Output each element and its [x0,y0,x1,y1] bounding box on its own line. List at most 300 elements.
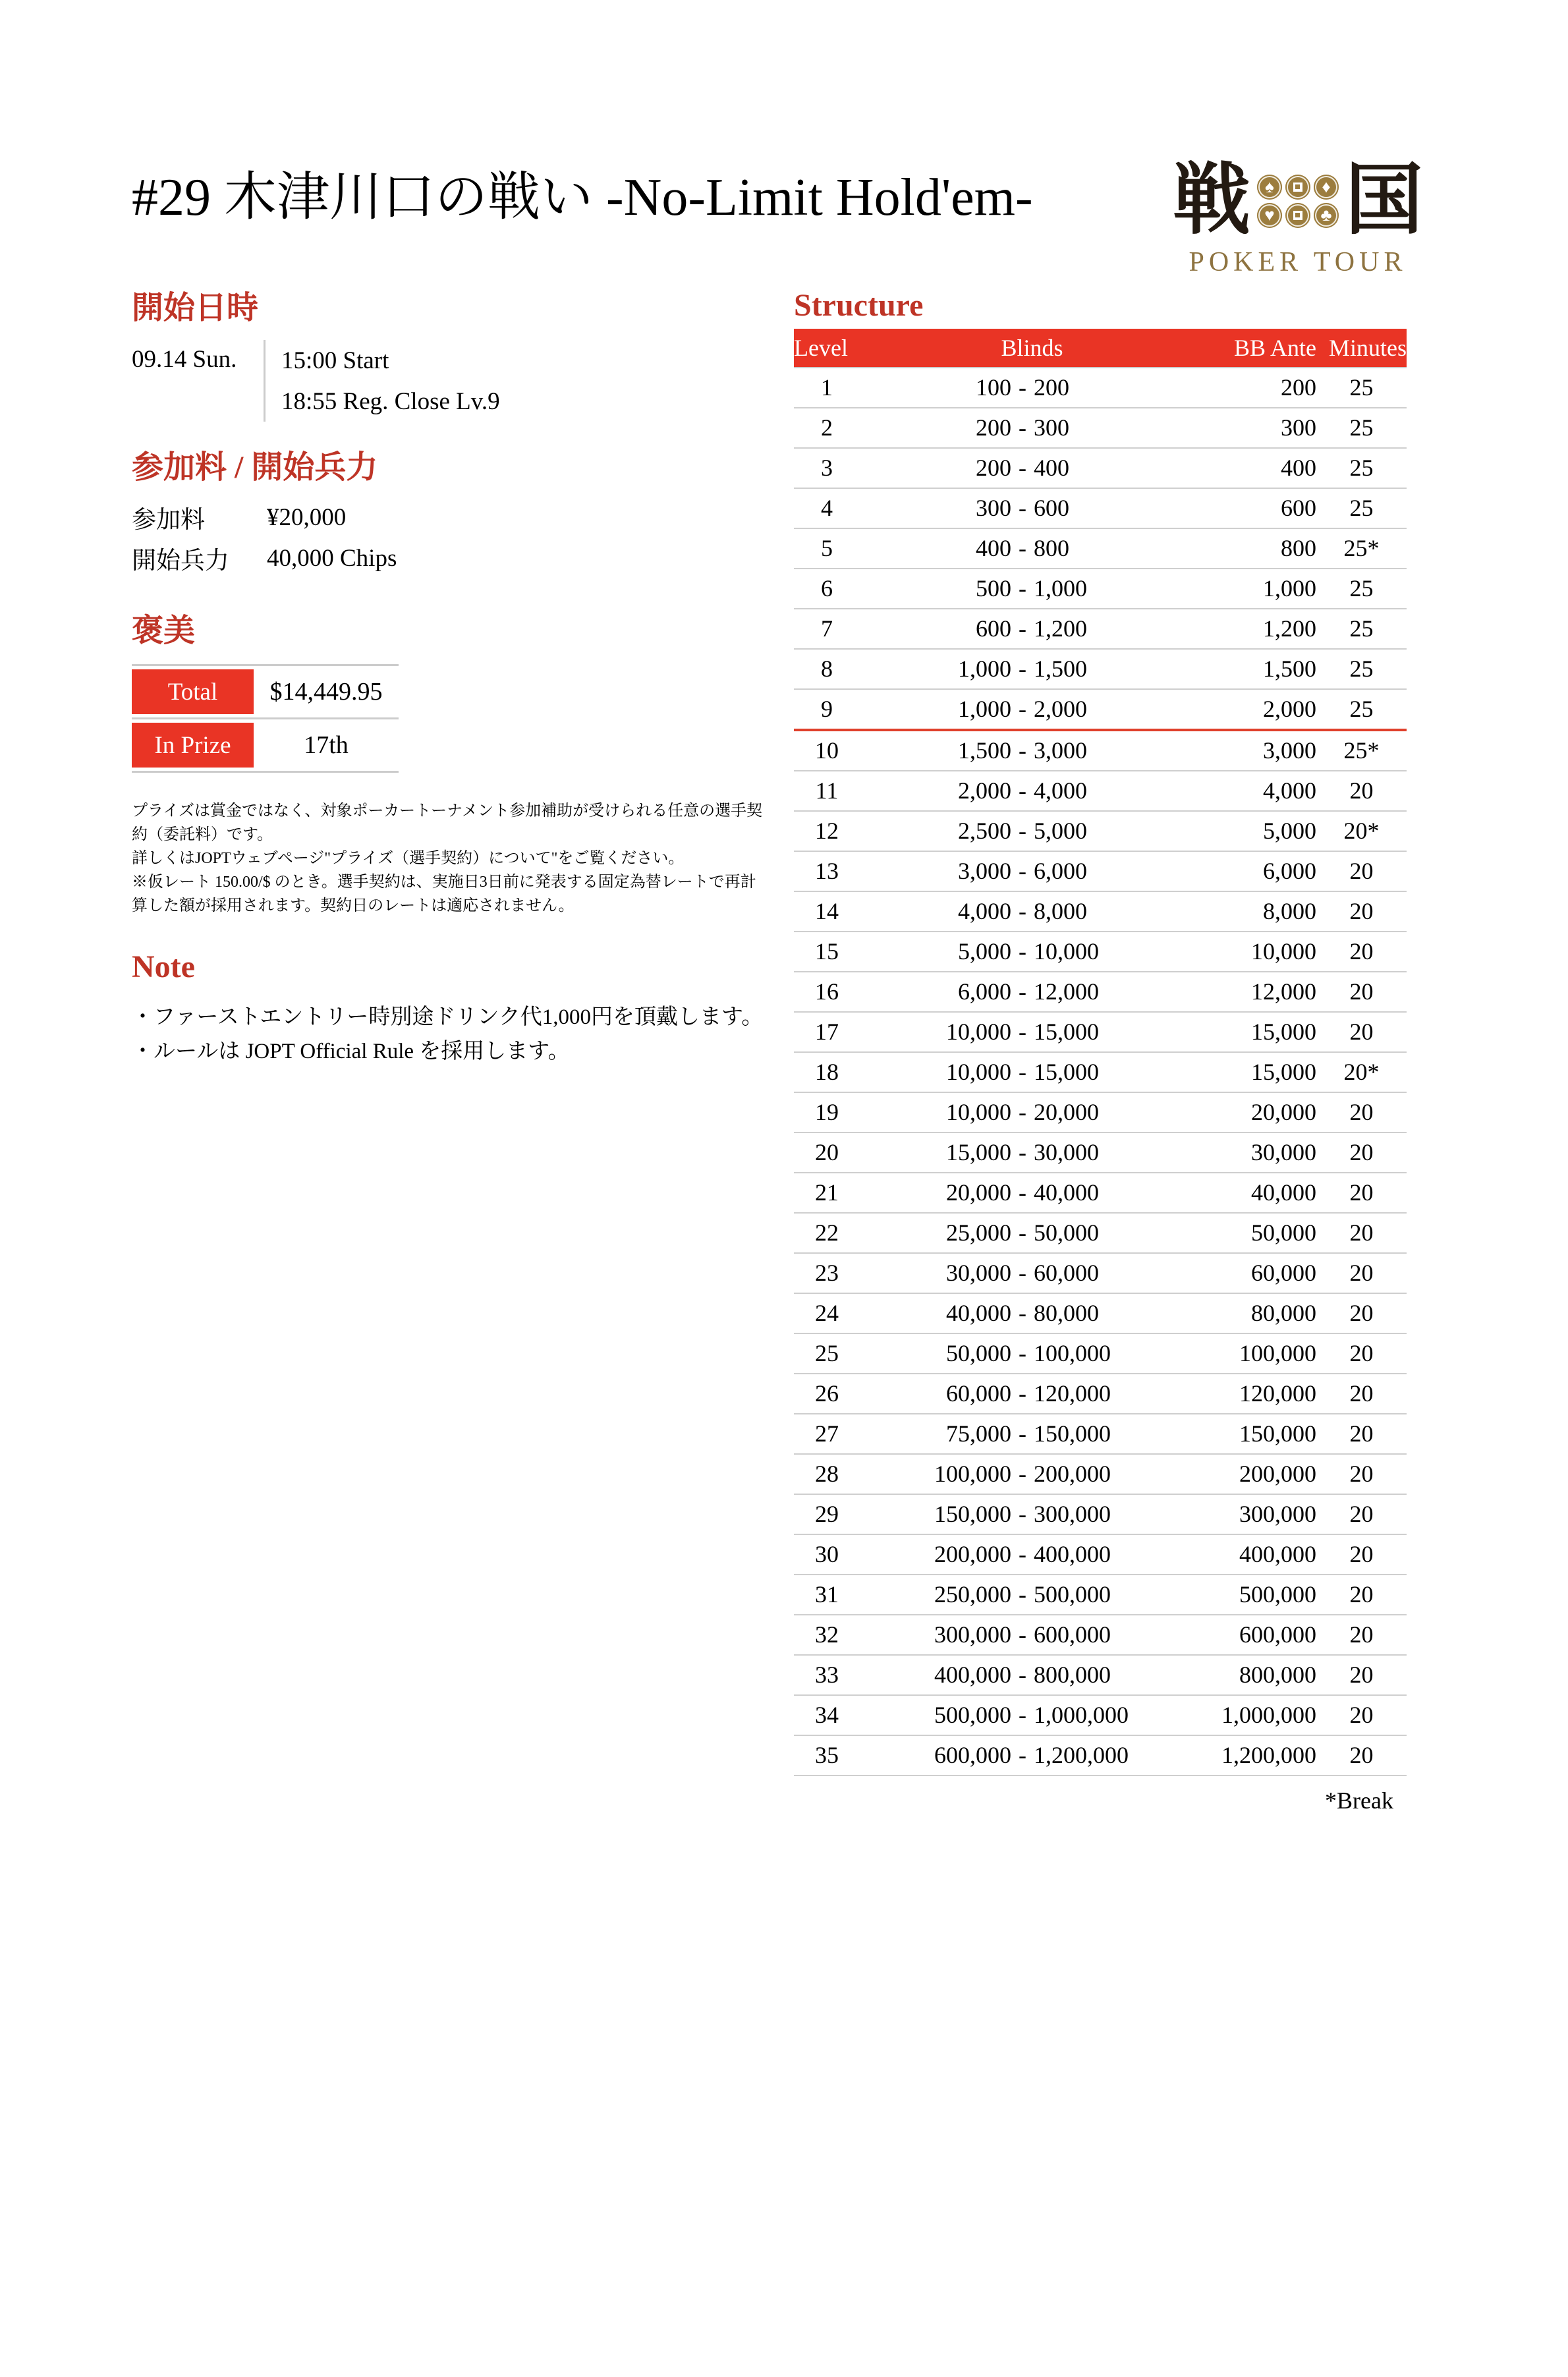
table-row [794,1414,1407,1454]
table-row [794,1253,1407,1293]
big-blind-value: 600 [1034,495,1069,522]
blinds-cell [860,408,1204,448]
bb-ante-cell: 200 [1204,368,1316,408]
blinds-separator: - [1019,858,1026,885]
big-blind-value: 80,000 [1034,1300,1099,1327]
small-blind-value: 10,000 [946,1019,1011,1046]
fine-print-line-3: ※仮レート 150.00/$ のとき。選手契約は、実施日3日前に発表する固定為替レートで再計算した額が採用されます。契約日のレートは適応されません。 [132,874,756,914]
small-blind-value: 600 [976,615,1011,642]
blinds-cell [860,1213,1204,1253]
structure-table [794,329,1407,1776]
level-cell: 28 [794,1454,860,1494]
minutes-cell: 20 [1316,1735,1407,1776]
blinds-cell [860,972,1204,1012]
minutes-cell: 20 [1316,1213,1407,1253]
blinds-separator: - [1019,1621,1026,1648]
big-blind-value: 6,000 [1034,858,1087,885]
small-blind-value: 40,000 [946,1300,1011,1327]
blinds-cell [860,1534,1204,1575]
blinds-cell [860,1092,1204,1133]
small-blind-value: 3,000 [958,858,1011,885]
page-title: #29 木津川口の戦い -No-Limit Hold'em- [132,169,1033,227]
note-heading: Note [132,949,195,984]
blinds-separator: - [1019,656,1026,683]
level-cell: 12 [794,811,860,851]
blinds-separator: - [1019,1541,1026,1568]
level-cell: 2 [794,408,860,448]
small-blind-value: 25,000 [946,1219,1011,1246]
small-blind-value: 250,000 [934,1581,1011,1608]
table-row [794,1534,1407,1575]
note-items [132,1000,794,1069]
small-blind-value: 2,500 [958,818,1011,845]
level-cell: 22 [794,1213,860,1253]
logo-kanji-right: 国 [1345,157,1423,244]
logo-wordmark: POKER TOUR [1189,247,1407,277]
big-blind-value: 400,000 [1034,1541,1111,1568]
starting-stack-label: 開始兵力 [132,547,229,574]
small-blind-value: 100,000 [934,1461,1011,1488]
bb-ante-cell: 800 [1204,528,1316,569]
table-row [794,1293,1407,1333]
table-row [794,1213,1407,1253]
level-cell: 3 [794,448,860,488]
small-blind-value: 5,000 [958,938,1011,965]
minutes-cell: 20 [1316,1494,1407,1534]
blinds-separator: - [1019,455,1026,482]
big-blind-value: 400 [1034,455,1069,482]
minutes-cell: 25 [1316,569,1407,609]
small-blind-value: 600,000 [934,1742,1011,1769]
blinds-cell [860,528,1204,569]
minutes-cell: 20 [1316,1575,1407,1615]
structure-table-body [794,368,1407,1776]
column-header-bb-ante: BB Ante [1204,329,1316,368]
minutes-cell: 20 [1316,1655,1407,1695]
table-row [794,851,1407,891]
bb-ante-cell: 1,500 [1204,649,1316,689]
level-cell: 32 [794,1615,860,1655]
table-row [794,1575,1407,1615]
small-blind-value: 75,000 [946,1420,1011,1447]
blinds-cell [860,730,1204,771]
blinds-separator: - [1019,1179,1026,1206]
fine-print-line-1: プライズは賞金ではなく、対象ポーカートーナメント参加補助が受けられる任意の選手契約（委託料）です。 [132,802,763,843]
level-cell: 4 [794,488,860,528]
small-blind-value: 1,500 [958,737,1011,764]
table-row [794,408,1407,448]
blinds-separator: - [1019,938,1026,965]
prize-total-row [132,664,399,717]
minutes-cell: 20 [1316,1615,1407,1655]
table-row [794,1735,1407,1776]
blinds-separator: - [1019,495,1026,522]
bb-ante-cell: 1,000,000 [1204,1695,1316,1735]
level-cell: 30 [794,1534,860,1575]
bb-ante-cell: 6,000 [1204,851,1316,891]
blinds-separator: - [1019,1742,1026,1769]
big-blind-value: 500,000 [1034,1581,1111,1608]
blinds-separator: - [1019,1139,1026,1166]
big-blind-value: 20,000 [1034,1099,1099,1126]
table-row [794,1133,1407,1173]
logo-coin-grid [1257,175,1339,228]
bb-ante-cell: 500,000 [1204,1575,1316,1615]
table-row [794,1092,1407,1133]
blinds-separator: - [1019,1219,1026,1246]
diamond-coin: ♦ [1314,175,1339,200]
bb-ante-cell: 400 [1204,448,1316,488]
small-blind-value: 400 [976,535,1011,562]
bb-ante-cell: 8,000 [1204,891,1316,932]
table-row [794,1012,1407,1052]
structure-header-row [794,329,1407,368]
table-row [794,1333,1407,1374]
blinds-cell [860,1454,1204,1494]
bb-ante-cell: 100,000 [1204,1333,1316,1374]
small-blind-value: 1,000 [958,696,1011,723]
small-blind-value: 200 [976,414,1011,441]
minutes-cell: 25* [1316,730,1407,771]
blinds-separator: - [1019,374,1026,401]
minutes-cell: 20 [1316,1012,1407,1052]
bb-ante-cell: 1,000 [1204,569,1316,609]
sengoku-poker-tour-logo [1172,157,1423,278]
big-blind-value: 300,000 [1034,1501,1111,1528]
level-cell: 19 [794,1092,860,1133]
blinds-cell [860,488,1204,528]
table-row [794,1454,1407,1494]
blinds-cell [860,1655,1204,1695]
big-blind-value: 1,000,000 [1034,1702,1129,1729]
minutes-cell: 20 [1316,1374,1407,1414]
blinds-cell [860,932,1204,972]
column-header-blinds: Blinds [860,329,1204,368]
table-row [794,488,1407,528]
schedule-block [132,340,794,422]
coin-coin [1285,203,1310,228]
blinds-separator: - [1019,818,1026,845]
blinds-cell [860,1575,1204,1615]
small-blind-value: 300 [976,495,1011,522]
minutes-cell: 20 [1316,932,1407,972]
left-column [132,289,794,1814]
bb-ante-cell: 1,200 [1204,609,1316,649]
small-blind-value: 200,000 [934,1541,1011,1568]
minutes-cell: 25 [1316,689,1407,730]
blinds-separator: - [1019,737,1026,764]
prize-heading: 褒美 [132,613,196,648]
prize-total-label: Total [132,669,254,714]
structure-heading: Structure [794,288,924,323]
bb-ante-cell: 5,000 [1204,811,1316,851]
blinds-cell [860,689,1204,730]
small-blind-value: 150,000 [934,1501,1011,1528]
blinds-separator: - [1019,1420,1026,1447]
big-blind-value: 50,000 [1034,1219,1099,1246]
entry-fee-row [132,497,794,538]
big-blind-value: 600,000 [1034,1621,1111,1648]
bb-ante-cell: 50,000 [1204,1213,1316,1253]
minutes-cell: 25 [1316,448,1407,488]
blinds-cell [860,771,1204,811]
big-blind-value: 200,000 [1034,1461,1111,1488]
minutes-cell: 25 [1316,368,1407,408]
starting-stack-value: 40,000 Chips [267,544,397,572]
blinds-separator: - [1019,1059,1026,1086]
big-blind-value: 3,000 [1034,737,1087,764]
bb-ante-cell: 600 [1204,488,1316,528]
level-cell: 23 [794,1253,860,1293]
blinds-cell [860,1012,1204,1052]
entry-heading: 参加料 / 開始兵力 [132,450,378,485]
big-blind-value: 200 [1034,374,1069,401]
small-blind-value: 20,000 [946,1179,1011,1206]
minutes-cell: 20 [1316,972,1407,1012]
minutes-cell: 25 [1316,649,1407,689]
blinds-separator: - [1019,1581,1026,1608]
minutes-cell: 25* [1316,528,1407,569]
blinds-cell [860,649,1204,689]
blinds-cell [860,448,1204,488]
bb-ante-cell: 2,000 [1204,689,1316,730]
break-note: *Break [1325,1787,1393,1814]
table-row [794,649,1407,689]
big-blind-value: 15,000 [1034,1019,1099,1046]
blinds-cell [860,851,1204,891]
level-cell: 27 [794,1414,860,1454]
level-cell: 20 [794,1133,860,1173]
table-row [794,811,1407,851]
big-blind-value: 120,000 [1034,1380,1111,1407]
structure-column [794,289,1407,1814]
level-cell: 33 [794,1655,860,1695]
small-blind-value: 500 [976,575,1011,602]
note-section [132,947,794,1069]
level-cell: 24 [794,1293,860,1333]
table-row [794,609,1407,649]
prize-total-value: $14,449.95 [269,678,383,706]
bb-ante-cell: 40,000 [1204,1173,1316,1213]
level-cell: 5 [794,528,860,569]
prize-inprize-value: 17th [304,731,349,759]
blinds-separator: - [1019,1260,1026,1287]
level-cell: 15 [794,932,860,972]
schedule-heading: 開始日時 [132,291,259,325]
table-row [794,972,1407,1012]
entry-rows [132,497,794,578]
blinds-separator: - [1019,1340,1026,1367]
level-cell: 6 [794,569,860,609]
blinds-cell [860,1253,1204,1293]
minutes-cell: 20 [1316,1253,1407,1293]
blinds-cell [860,1695,1204,1735]
bb-ante-cell: 60,000 [1204,1253,1316,1293]
blinds-cell [860,1735,1204,1776]
level-cell: 26 [794,1374,860,1414]
blinds-separator: - [1019,1702,1026,1729]
table-row [794,1655,1407,1695]
level-cell: 7 [794,609,860,649]
small-blind-value: 400,000 [934,1662,1011,1689]
blinds-separator: - [1019,898,1026,925]
small-blind-value: 1,000 [958,656,1011,683]
minutes-cell: 20 [1316,891,1407,932]
blinds-cell [860,811,1204,851]
table-row [794,689,1407,730]
big-blind-value: 15,000 [1034,1059,1099,1086]
level-cell: 8 [794,649,860,689]
blinds-separator: - [1019,414,1026,441]
note-item-drink-fee: ・ファーストエントリー時別途ドリンク代1,000円を頂戴します。 [132,1005,764,1029]
level-cell: 29 [794,1494,860,1534]
level-cell: 34 [794,1695,860,1735]
page-header [132,158,1423,278]
spade-coin: ♠ [1257,175,1282,200]
small-blind-value: 30,000 [946,1260,1011,1287]
minutes-cell: 20* [1316,1052,1407,1092]
bb-ante-cell: 300,000 [1204,1494,1316,1534]
table-row [794,932,1407,972]
schedule-start-time: 15:00 Start [281,347,389,374]
fine-print-line-2: 詳しくはJOPTウェブページ"プライズ（選手契約）について"をご覧ください。 [132,850,685,867]
schedule-reg-close-time: 18:55 Reg. Close Lv.9 [281,387,500,415]
big-blind-value: 60,000 [1034,1260,1099,1287]
bb-ante-cell: 3,000 [1204,730,1316,771]
blinds-cell [860,891,1204,932]
table-row [794,1374,1407,1414]
table-row [794,730,1407,771]
big-blind-value: 1,200 [1034,615,1087,642]
level-cell: 11 [794,771,860,811]
blinds-separator: - [1019,1662,1026,1689]
big-blind-value: 8,000 [1034,898,1087,925]
small-blind-value: 2,000 [958,777,1011,804]
blinds-cell [860,1494,1204,1534]
blinds-cell [860,368,1204,408]
level-cell: 16 [794,972,860,1012]
table-row [794,1052,1407,1092]
blinds-separator: - [1019,978,1026,1005]
small-blind-value: 6,000 [958,978,1011,1005]
big-blind-value: 10,000 [1034,938,1099,965]
big-blind-value: 30,000 [1034,1139,1099,1166]
big-blind-value: 1,200,000 [1034,1742,1129,1769]
bb-ante-cell: 120,000 [1204,1374,1316,1414]
minutes-cell: 20 [1316,851,1407,891]
bb-ante-cell: 200,000 [1204,1454,1316,1494]
blinds-cell [860,569,1204,609]
bb-ante-cell: 30,000 [1204,1133,1316,1173]
big-blind-value: 1,500 [1034,656,1087,683]
bb-ante-cell: 150,000 [1204,1414,1316,1454]
entry-fee-label: 参加料 [132,507,205,534]
schedule-section [132,289,794,422]
level-cell: 31 [794,1575,860,1615]
blinds-separator: - [1019,575,1026,602]
prize-fine-print [132,799,768,918]
table-row [794,528,1407,569]
minutes-cell: 20 [1316,1092,1407,1133]
level-cell: 13 [794,851,860,891]
small-blind-value: 15,000 [946,1139,1011,1166]
bb-ante-cell: 800,000 [1204,1655,1316,1695]
logo-row [1172,157,1423,244]
blinds-separator: - [1019,535,1026,562]
big-blind-value: 100,000 [1034,1340,1111,1367]
big-blind-value: 5,000 [1034,818,1087,845]
blinds-separator: - [1019,1461,1026,1488]
minutes-cell: 20 [1316,1293,1407,1333]
big-blind-value: 150,000 [1034,1420,1111,1447]
big-blind-value: 1,000 [1034,575,1087,602]
small-blind-value: 60,000 [946,1380,1011,1407]
minutes-cell: 25 [1316,488,1407,528]
blinds-cell [860,1293,1204,1333]
level-cell: 21 [794,1173,860,1213]
minutes-cell: 20 [1316,771,1407,811]
level-cell: 18 [794,1052,860,1092]
blinds-cell [860,1333,1204,1374]
schedule-times [264,340,500,422]
small-blind-value: 200 [976,455,1011,482]
minutes-cell: 20 [1316,1173,1407,1213]
big-blind-value: 4,000 [1034,777,1087,804]
small-blind-value: 500,000 [934,1702,1011,1729]
minutes-cell: 20 [1316,1133,1407,1173]
bb-ante-cell: 15,000 [1204,1012,1316,1052]
blinds-cell [860,1052,1204,1092]
level-cell: 9 [794,689,860,730]
club-coin: ♣ [1314,203,1339,228]
blinds-separator: - [1019,696,1026,723]
entry-section [132,448,794,578]
minutes-cell: 20 [1316,1333,1407,1374]
bb-ante-cell: 15,000 [1204,1052,1316,1092]
table-row [794,1173,1407,1213]
minutes-cell: 20 [1316,1454,1407,1494]
table-row [794,368,1407,408]
small-blind-value: 4,000 [958,898,1011,925]
small-blind-value: 50,000 [946,1340,1011,1367]
blinds-separator: - [1019,1380,1026,1407]
prize-inprize-row [132,717,399,773]
table-row [794,569,1407,609]
blinds-cell [860,1414,1204,1454]
small-blind-value: 100 [976,374,1011,401]
table-row [794,891,1407,932]
bb-ante-cell: 20,000 [1204,1092,1316,1133]
starting-stack-row [132,538,794,578]
blinds-cell [860,1133,1204,1173]
minutes-cell: 20 [1316,1695,1407,1735]
blinds-cell [860,609,1204,649]
blinds-separator: - [1019,1300,1026,1327]
blinds-separator: - [1019,1501,1026,1528]
small-blind-value: 300,000 [934,1621,1011,1648]
bb-ante-cell: 1,200,000 [1204,1735,1316,1776]
minutes-cell: 25 [1316,408,1407,448]
bb-ante-cell: 300 [1204,408,1316,448]
note-item-official-rule: ・ルールは JOPT Official Rule を採用します。 [132,1040,570,1064]
big-blind-value: 40,000 [1034,1179,1099,1206]
column-header-minutes: Minutes [1316,329,1407,368]
blinds-separator: - [1019,1099,1026,1126]
heart-coin: ♥ [1257,203,1282,228]
table-row [794,1615,1407,1655]
bb-ante-cell: 10,000 [1204,932,1316,972]
level-cell: 14 [794,891,860,932]
